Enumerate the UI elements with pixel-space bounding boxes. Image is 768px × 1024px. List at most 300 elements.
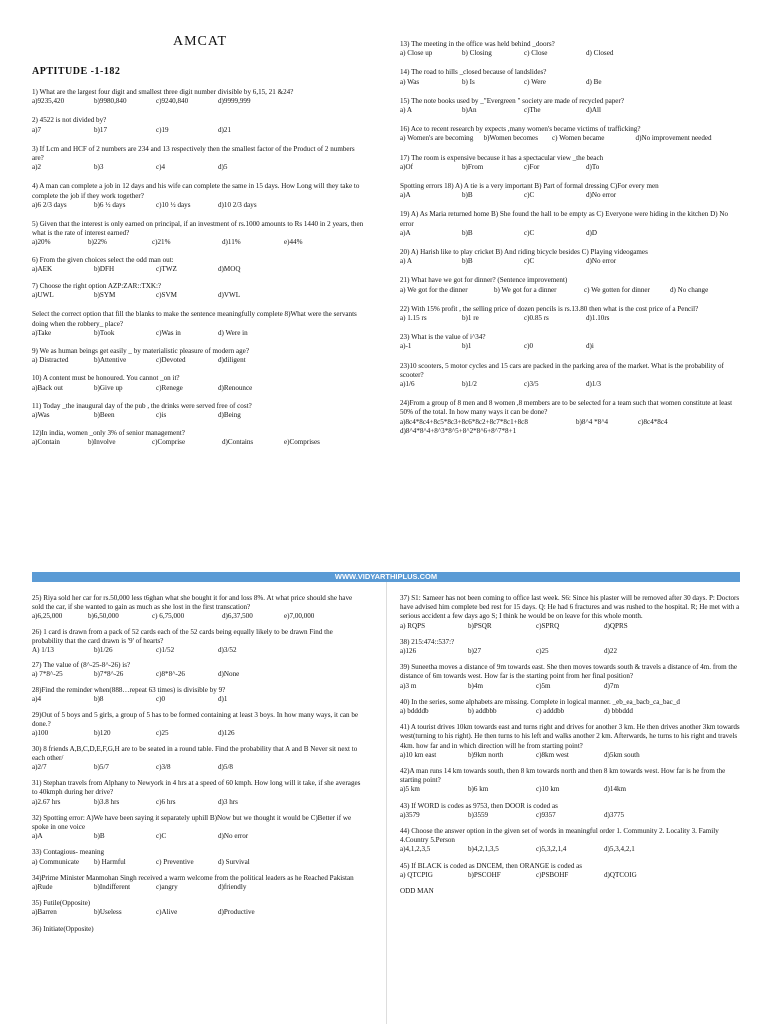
answer-option: a)7	[32, 125, 42, 134]
question-text: 28)Find the reminder when(888…repeat 63 times) is divisible by 9?	[32, 685, 226, 694]
answer-option: b)B	[94, 832, 105, 841]
answer-option: b)6 ½ days	[94, 200, 126, 209]
question-text: 33) Contagious- meaning	[32, 848, 105, 857]
question-text: 39) Suneetha moves a distance of 9m towards east. She then moves towards south & travels a distance of 4m. from the distance of 6m towards west. How far is the starting point from her final position?	[400, 663, 738, 681]
options-row	[400, 682, 740, 691]
answer-option: b)Involve	[88, 438, 116, 447]
answer-option: b)Women becomes	[483, 134, 538, 143]
options-row	[400, 134, 740, 143]
question-item	[400, 97, 740, 115]
options-row	[32, 356, 364, 365]
answer-option: c)10 km	[536, 785, 560, 794]
answer-option: c) adddbb	[536, 707, 565, 716]
answer-option: c)1/52	[156, 646, 175, 655]
answer-option: d)11%	[222, 238, 241, 247]
answer-option: b)An	[462, 106, 477, 115]
answer-option: c)Devoted	[156, 356, 186, 365]
question-item	[32, 628, 364, 656]
answer-option: c) Close	[524, 49, 548, 58]
answer-option: d)No error	[586, 191, 617, 200]
answer-option: c)SVM	[156, 291, 177, 300]
answer-option: d)8^4*8^4+8^3*8^5+8^2*8^6+8^7*8+1	[400, 426, 517, 435]
question-text: 23) What is the value of i^34?	[400, 333, 486, 342]
answer-option: b)27	[468, 647, 482, 656]
answer-option: b)1/26	[94, 646, 113, 655]
options-row	[400, 811, 740, 820]
question-text: 30) 8 friends A,B,C,D,E,F,G,H are to be seated in a round table. Find the probability that A and B Never sit next to each other/	[32, 744, 358, 762]
answer-option: a)6 2/3 days	[32, 200, 67, 209]
answer-option: A) 1/13	[32, 646, 54, 655]
answer-option: c)SPRQ	[536, 621, 560, 630]
options-row	[400, 257, 740, 266]
answer-option: b)Been	[94, 411, 115, 420]
answer-option: c)3/8	[156, 763, 171, 772]
question-text: 6) From the given choices select the odd man out:	[32, 255, 174, 264]
question-text: 24)From a group of 8 men and 8 women ,8 members are to be selected for a team such that women constitute at least 50% of the total. In how many ways it can be done?	[400, 399, 733, 417]
question-text: 25) Riya sold her car for rs.50,000 less t6ghan what she bought it for and loss 8%. At what price should she have sold the car, if she wanted to gain as much as she lost in the first transcation?	[32, 594, 353, 612]
options-row	[400, 342, 740, 351]
question-text: 22) With 15% profit , the selling price of dozen pencils is rs.13.80 then what is the cost price of a Pencil?	[400, 304, 699, 313]
answer-option: a)4,1,2,3,5	[400, 845, 431, 854]
options-row	[32, 729, 364, 738]
options-row	[32, 238, 364, 247]
answer-option: c) Women became	[551, 134, 605, 143]
question-item	[32, 745, 364, 773]
answer-option: b)B	[462, 191, 473, 200]
question-item	[32, 347, 364, 365]
answer-option: a)4	[32, 694, 42, 703]
answer-option: a)Back out	[32, 383, 63, 392]
question-item	[32, 711, 364, 739]
question-item	[32, 310, 364, 338]
answer-option: d)5,3,4,2,1	[604, 845, 635, 854]
answer-option: a) Women's are becoming	[400, 134, 474, 143]
answer-option: a)AEK	[32, 264, 53, 273]
answer-option: d)7m	[604, 681, 619, 690]
answer-option: a) Was	[400, 77, 420, 86]
options-row	[400, 286, 740, 295]
answer-option: b) Harmful	[94, 857, 126, 866]
answer-option: d)All	[586, 106, 601, 115]
answer-option: d) Survival	[218, 857, 250, 866]
question-item	[400, 767, 740, 795]
options-row	[32, 126, 364, 135]
options-row	[32, 612, 364, 621]
options-row	[32, 763, 364, 772]
options-row	[32, 858, 364, 867]
options-row	[32, 163, 364, 172]
question-item	[32, 116, 364, 134]
answer-option: d) bbbddd	[604, 707, 633, 716]
answer-option: d)No error	[586, 257, 617, 266]
question-text: 19) A) As Maria returned home B) She found the hall to be empty as C) Everyone were hiding in the kitchen D) No error	[400, 210, 729, 228]
website-banner[interactable]	[32, 572, 740, 582]
answer-option: b)8^4 *8^4	[576, 417, 609, 426]
options-row	[32, 695, 364, 704]
banner-text: WWW.VIDYARTHIPLUS.COM	[334, 572, 438, 581]
answer-option: c) Were	[524, 77, 546, 86]
question-text: 14) The road to hills _closed because of landslides?	[400, 68, 547, 77]
options-row	[400, 106, 740, 115]
question-item	[400, 862, 740, 880]
question-text: 41) A tourist drives 10km towards east and turns right and drives for another 3 km. He then drives another 3km towards west(turning to his right). He then turns to his left and walks another 2 km. Afterwards, he turns to his right and travels 4km. how far and in which direction will he from starting point?	[400, 723, 740, 750]
question-text: 1) What are the largest four digit and smallest three digit number divisible by 6,15, 21 &24?	[32, 88, 294, 96]
answer-option: d)3/52	[218, 646, 237, 655]
answer-option: a)Was	[32, 411, 50, 420]
answer-option: a)1/6	[400, 380, 415, 389]
answer-option: a)20%	[32, 238, 51, 247]
answer-option: c)9240,840	[156, 97, 189, 106]
options-row	[400, 845, 740, 854]
answer-option: b)Useless	[94, 908, 122, 917]
options-row	[400, 418, 740, 427]
answer-option: a) Close up	[400, 49, 433, 58]
answer-option: d)Contains	[222, 438, 254, 447]
answer-option: d)No improvement needed	[635, 134, 712, 143]
question-text: 9) We as human beings get easily _ by materialistic pleasure of modern age?	[32, 347, 249, 356]
question-text: Spotting errors 18) A) A tie is a very important B) Part of formal dressing C)For every men	[400, 182, 659, 191]
question-item	[400, 40, 740, 58]
question-text: 3) If Lcm and HCF of 2 numbers are 234 and 13 respectively then the smallest factor of the Product of 2 numbers are?	[32, 144, 355, 163]
answer-option: b)PSCOHF	[468, 870, 501, 879]
question-text: 34)Prime Minister Manmohan Singh received a warm welcome from the political leaders as he Reached Pakistan	[32, 873, 354, 882]
answer-option: c)The	[524, 106, 541, 115]
question-text: 12)In india, women _only 3% of senior management?	[32, 429, 185, 438]
answer-option: a) Distracted	[32, 356, 69, 365]
options-row	[400, 191, 740, 200]
answer-option: a) QTCPIG	[400, 870, 433, 879]
answer-option: d)6,37,500	[222, 612, 253, 621]
question-item	[32, 686, 364, 704]
answer-option: b)3.8 hrs	[94, 797, 120, 806]
answer-option: c)21%	[152, 238, 171, 247]
answer-option: b)17	[94, 125, 108, 134]
question-item	[400, 276, 740, 294]
answer-option: d) Closed	[586, 49, 614, 58]
answer-option: e)7,00,000	[284, 612, 315, 621]
answer-option: d)None	[218, 670, 240, 679]
question-text: 42)A man runs 14 km towards south, then 8 km towards north and then 8 km towards west. How far is he from the starting point?	[400, 767, 726, 785]
answer-option: c)5m	[536, 681, 551, 690]
question-text: 15) The note books used by _"Evergreen " society are made of recycled paper?	[400, 96, 624, 105]
answer-option: c)25	[156, 729, 169, 738]
question-item	[400, 305, 740, 323]
answer-option: b) Is	[462, 77, 475, 86]
question-text: 4) A man can complete a job in 12 days and his wife can complete the same in 15 days. How Long will they take to complete the job if they work together?	[32, 182, 360, 200]
answer-option: a)6,25,000	[32, 612, 63, 621]
options-row	[32, 908, 364, 917]
question-text: 36) Initiate(Opposite)	[32, 924, 94, 933]
answer-option: c)5,3,2,1,4	[536, 845, 567, 854]
answer-option: d)diligent	[218, 356, 246, 365]
question-text: 21) What have we got for dinner? (Sentence improvement)	[400, 276, 568, 285]
answer-option: c)Was in	[156, 328, 181, 337]
question-text: 26) 1 card is drawn from a pack of 52 cards each of the 52 cards being equally likely to be drawn Find the probability that the card drawn is '9' of hearts?	[32, 627, 333, 645]
question-text: 35) Futile(Opposite)	[32, 899, 91, 908]
question-item	[32, 402, 364, 420]
answer-option: d)1	[218, 694, 228, 703]
answer-option: a)Rude	[32, 883, 53, 892]
answer-option: b)1	[462, 342, 472, 351]
options-row	[400, 871, 740, 880]
answer-option: c)C	[524, 257, 535, 266]
top-right-column	[400, 32, 740, 436]
options-row	[32, 384, 364, 393]
answer-option: b)3	[94, 163, 104, 172]
question-item	[32, 779, 364, 807]
answer-option: d)1/3	[586, 380, 601, 389]
answer-option: b)SYM	[94, 291, 116, 300]
answer-option: a)-1	[400, 342, 412, 351]
options-row	[32, 201, 364, 210]
answer-option: d)VWL	[218, 291, 241, 300]
question-item	[400, 594, 740, 631]
answer-option: c)25	[536, 647, 549, 656]
answer-option: c)10 ½ days	[156, 200, 191, 209]
answer-option: d)1.10rs	[586, 314, 610, 323]
answer-option: c)For	[524, 162, 540, 171]
options-row	[32, 832, 364, 841]
question-text: 29)Out of 5 boys and 5 girls, a group of 5 has to be formed containing at least 3 boys. In how many ways, it can be done.?	[32, 711, 359, 729]
options-row	[32, 329, 364, 338]
answer-option: d)Being	[218, 411, 241, 420]
section-heading: APTITUDE -1-182	[32, 66, 121, 77]
answer-option: b) addbbb	[468, 707, 497, 716]
answer-option: b)1/2	[462, 380, 477, 389]
question-text: 20) A) Harish like to play cricket B) And riding bicycle besides C) Playing videogames	[400, 248, 648, 257]
answer-option: d) Be	[586, 77, 602, 86]
question-text: 31) Stephan travels from Alphany to Newyork in 4 hrs at a speed of 60 kmph. How long will it take, if she averages to 40kmph during her drive?	[32, 779, 361, 797]
answer-option: a)Contain	[32, 438, 60, 447]
answer-option: b)From	[462, 162, 484, 171]
options-row	[32, 646, 364, 655]
question-item	[32, 220, 364, 248]
options-row	[32, 438, 364, 447]
answer-option: b)Give up	[94, 383, 123, 392]
answer-option: a)2	[32, 163, 42, 172]
answer-option: c)3/5	[524, 380, 539, 389]
answer-option: a)3579	[400, 810, 420, 819]
question-item	[400, 182, 740, 200]
answer-option: c) We gotten for dinner	[584, 285, 650, 294]
options-row	[400, 751, 740, 760]
bottom-left-column	[32, 586, 364, 934]
question-text: 38) 215:474::537:?	[400, 637, 455, 646]
question-text: 16) Ace to recent research by expects ,many women's became victims of trafficking?	[400, 125, 641, 134]
answer-option: b)4,2,1,3,5	[468, 845, 499, 854]
question-item	[32, 145, 364, 173]
answer-option: b)B	[462, 257, 473, 266]
question-text: 27) The value of (8^-25-8^-26) is?	[32, 661, 131, 670]
answer-option: a)8c4*8c4+8c5*8c3+8c6*8c2+8c7*8c1+8c8	[400, 417, 528, 426]
answer-option: d)To	[586, 162, 600, 171]
answer-option: b)7*8^-26	[94, 670, 124, 679]
table-divider	[386, 582, 387, 1024]
answer-option: c)angry	[156, 883, 178, 892]
answer-option: a)5 km	[400, 785, 420, 794]
answer-option: c)9357	[536, 810, 556, 819]
answer-option: c)Alive	[156, 908, 178, 917]
options-row	[32, 97, 364, 106]
options-row	[32, 670, 364, 679]
answer-option: c)8c4*8c4	[638, 417, 668, 426]
answer-option: a)A	[32, 832, 43, 841]
question-text: 45) If BLACK is coded as DNCEM, then ORANGE is coded as	[400, 861, 583, 870]
options-row	[400, 229, 740, 238]
answer-option: c)8*8^-26	[156, 670, 185, 679]
question-text: 23)10 scooters, 5 motor cycles and 15 cars are packed in the parking area of the market. What is the probability of scooter?	[400, 361, 724, 379]
answer-option: a)3 m	[400, 681, 417, 690]
answer-option: a)Barren	[32, 908, 57, 917]
options-row	[32, 291, 364, 300]
question-item	[400, 248, 740, 266]
question-item	[400, 68, 740, 86]
question-item	[400, 333, 740, 351]
answer-option: c)is	[156, 411, 167, 420]
answer-option: c)C	[524, 228, 535, 237]
question-text: 17) The room is expensive because it has a spectacular view _the beach	[400, 153, 604, 162]
answer-option: d)Productive	[218, 908, 255, 917]
answer-option: c)4	[156, 163, 166, 172]
options-row	[32, 798, 364, 807]
answer-option: b)6 km	[468, 785, 489, 794]
answer-option: d)i	[586, 342, 594, 351]
answer-option: c)Renege	[156, 383, 183, 392]
answer-option: d)5km south	[604, 750, 640, 759]
question-text: ODD MAN	[400, 887, 434, 896]
options-row	[400, 314, 740, 323]
answer-option: e)Comprises	[284, 438, 320, 447]
answer-option: b)B	[462, 228, 473, 237]
answer-option: c)19	[156, 125, 169, 134]
question-item	[32, 848, 364, 866]
options-row	[400, 78, 740, 87]
answer-option: b)PSQR	[468, 621, 492, 630]
question-text: 13) The meeting in the office was held behind _doors?	[400, 40, 555, 48]
question-item	[32, 661, 364, 679]
question-item	[400, 698, 740, 716]
answer-option: a)Of	[400, 162, 413, 171]
options-row	[400, 707, 740, 716]
answer-option: d)3 hrs	[218, 797, 238, 806]
question-item	[400, 663, 740, 691]
question-item	[400, 638, 740, 656]
answer-option: b)Attentive	[94, 356, 127, 365]
answer-option: a) 1.15 rs	[400, 314, 427, 323]
answer-option: b) Closing	[462, 49, 492, 58]
answer-option: d)Renounce	[218, 383, 253, 392]
options-row	[400, 49, 740, 58]
answer-option: e)44%	[284, 238, 303, 247]
question-item	[32, 925, 364, 934]
question-item	[400, 802, 740, 820]
answer-option: c) 6,75,000	[152, 612, 185, 621]
answer-option: a) A	[400, 257, 413, 266]
question-item	[32, 429, 364, 447]
answer-option: c)Comprise	[152, 438, 186, 447]
answer-option: c)0	[524, 342, 534, 351]
answer-option: b)5/7	[94, 763, 109, 772]
answer-option: c)0	[156, 694, 166, 703]
answer-option: a)UWL	[32, 291, 54, 300]
options-row	[32, 883, 364, 892]
document-title: AMCAT	[173, 34, 228, 49]
options-row	[400, 622, 740, 631]
question-item	[32, 256, 364, 274]
answer-option: a)100	[32, 729, 49, 738]
answer-option: d)QTCOIG	[604, 870, 637, 879]
question-text: 40) In the series, some alphabets are missing. Complete in logical manner. _eb_ea_bacb_ca_bac_d	[400, 697, 680, 706]
answer-option: d)14km	[604, 785, 627, 794]
question-item	[400, 154, 740, 172]
question-item	[32, 814, 364, 842]
answer-option: b)1 re	[462, 314, 479, 323]
question-item	[32, 594, 364, 622]
answer-option: d)D	[586, 228, 598, 237]
answer-option: d)10 2/3 days	[218, 200, 257, 209]
answer-option: c)6 hrs	[156, 797, 176, 806]
answer-option: b)6,50,000	[88, 612, 119, 621]
answer-option: b)22%	[88, 238, 107, 247]
question-text: 11) Today _the inaugural day of the pub , the drinks were served free of cost?	[32, 401, 252, 410]
answer-option: a) 7*8^-25	[32, 670, 63, 679]
answer-option: d)21	[218, 125, 232, 134]
question-text: 2) 4522 is not divided by?	[32, 116, 107, 125]
answer-option: b)Indifferent	[94, 883, 131, 892]
question-item	[400, 210, 740, 238]
answer-option: b)4m	[468, 681, 483, 690]
question-text: Select the correct option that fill the blanks to make the sentence meaningfully complete 8)What were the servants doing when the robbery_ place?	[32, 310, 357, 328]
answer-option: c)0.85 rs	[524, 314, 549, 323]
options-row	[400, 647, 740, 656]
question-item	[400, 827, 740, 855]
answer-option: b)3559	[468, 810, 489, 819]
answer-option: d)5/8	[218, 763, 233, 772]
answer-option: a) RQPS	[400, 621, 426, 630]
question-text: 37) S1: Sameer has not been coming to office last week. S6: Since his plaster will be removed after 30 days. P: Doctors have advised him complete bed rest for 15 days. Q: He had 6 fractures and was rushed to the hospital. R; He met with a serious accident a few days ago S; I think he would be on leave for this whole month.	[400, 594, 740, 621]
answer-option: a) Communicate	[32, 857, 80, 866]
answer-option: a)Take	[32, 328, 52, 337]
question-text: 32) Spotting error: A)We have been saying it separately uphill B)Now but we thought it would be C)Better if we spoke in one voice	[32, 813, 352, 832]
answer-option: a)2/7	[32, 763, 47, 772]
answer-option: d)MOQ	[218, 264, 241, 273]
answer-option: c) Preventive	[156, 857, 194, 866]
options-row	[400, 163, 740, 172]
question-text: 43) If WORD is codes as 9753, then DOOR is coded as	[400, 801, 558, 810]
answer-option: a) bddddb	[400, 707, 429, 716]
answer-option: d)5	[218, 163, 228, 172]
options-row	[400, 785, 740, 794]
answer-option: d)22	[604, 647, 618, 656]
answer-option: d)QPRS	[604, 621, 628, 630]
answer-option: b)9km north	[468, 750, 504, 759]
answer-option: a)10 km east	[400, 750, 437, 759]
question-item	[400, 125, 740, 143]
options-row	[32, 411, 364, 420]
answer-option: d)friendly	[218, 883, 247, 892]
answer-option: c)8km west	[536, 750, 569, 759]
answer-option: a) A	[400, 106, 413, 115]
question-item	[400, 362, 740, 390]
answer-option: b)120	[94, 729, 111, 738]
answer-option: c)TWZ	[156, 264, 177, 273]
answer-option: d) No change	[670, 285, 709, 294]
options-row	[32, 265, 364, 274]
question-text: 5) Given that the interest is only earned on principal, if an investment of rs.1000 amounts to Rs 1440 in 2 years, then what is the rate of interest earned?	[32, 220, 364, 238]
top-left-column	[32, 80, 364, 448]
answer-option: a)A	[400, 191, 411, 200]
question-item	[32, 88, 364, 106]
